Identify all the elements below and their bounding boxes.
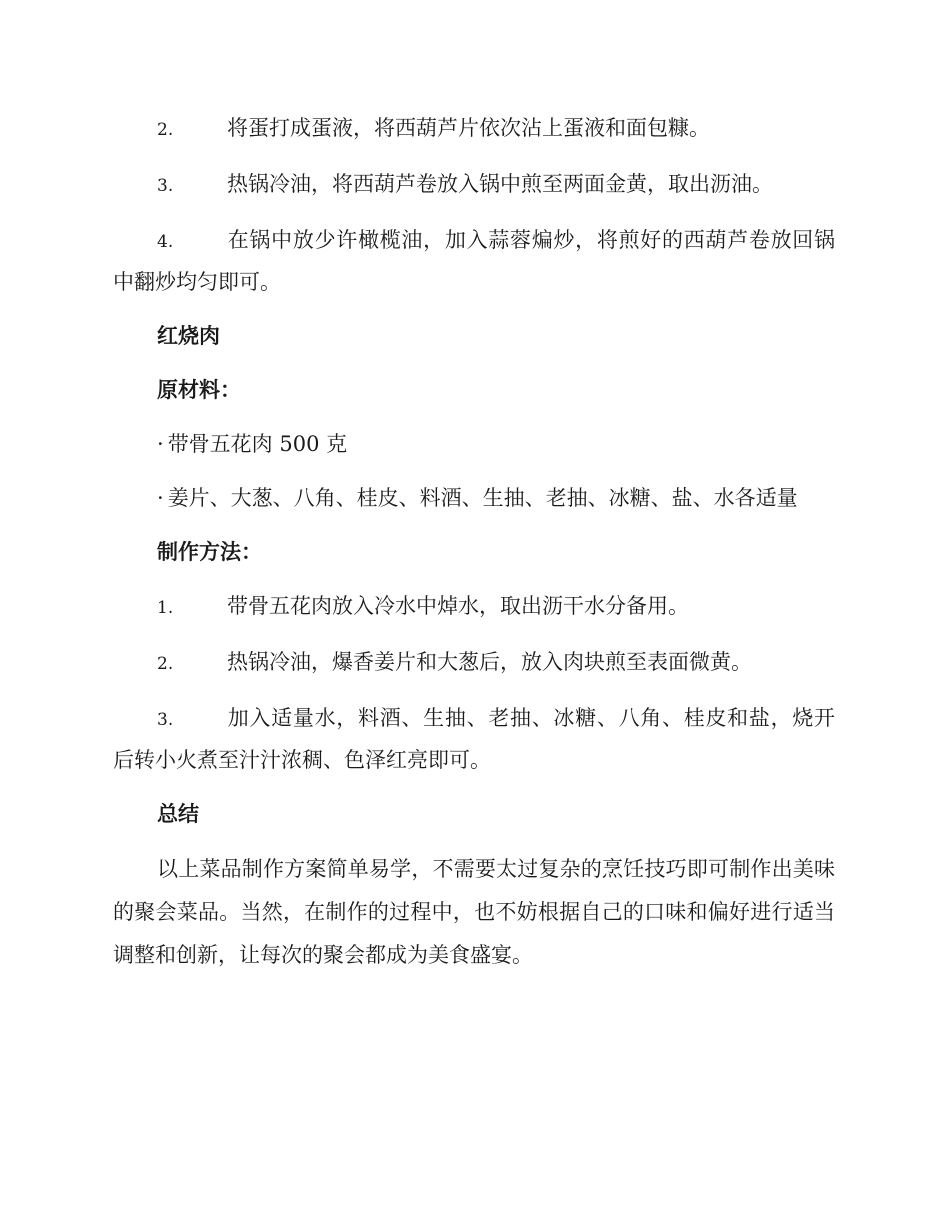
step-item: [113, 698, 835, 780]
bullet-dot: ·: [157, 432, 164, 456]
step-number: 2.: [157, 120, 174, 140]
dish-title: 红烧肉: [157, 324, 220, 348]
ingredients-heading: 原材料：: [157, 378, 241, 402]
step-text: 加入适量水，料酒、生抽、老抽、冰糖、八角、桂皮和盐，烧开后转小火煮至汁汁浓稠、色泽红亮即可。: [113, 706, 835, 772]
step-item: [113, 642, 835, 684]
step-text: 在锅中放少许橄榄油，加入蒜蓉煸炒，将煎好的西葫芦卷放回锅中翻炒均匀即可。: [113, 228, 835, 294]
summary-paragraph: 以上菜品制作方案简单易学，不需要太过复杂的烹饪技巧即可制作出美味的聚会菜品。当然，在制作的过程中，也不妨根据自己的口味和偏好进行适当调整和创新，让每次的聚会都成为美食盛宴。: [113, 857, 835, 967]
bullet-dot: ·: [157, 486, 164, 510]
step-item: [113, 164, 835, 206]
step-item: [113, 220, 835, 302]
ingredient-item: [113, 478, 835, 518]
ingredient-item: [113, 424, 835, 464]
document-body: [113, 108, 835, 977]
step-text: 热锅冷油，将西葫芦卷放入锅中煎至两面金黄，取出沥油。: [227, 172, 773, 196]
step-number: 2.: [157, 654, 174, 674]
step-number: 3.: [157, 176, 174, 196]
step-item: [113, 586, 835, 628]
step-number: 3.: [157, 710, 174, 730]
summary-heading: 总结: [157, 802, 199, 826]
ingredient-text: 带骨五花肉 500 克: [167, 432, 348, 456]
step-number: 4.: [157, 232, 174, 252]
step-text: 热锅冷油，爆香姜片和大葱后，放入肉块煎至表面微黄。: [227, 650, 752, 674]
step-number: 1.: [157, 598, 174, 618]
step-item: [113, 108, 835, 150]
step-text: 将蛋打成蛋液，将西葫芦片依次沾上蛋液和面包糠。: [227, 116, 710, 140]
ingredient-text: 姜片、大葱、八角、桂皮、料酒、生抽、老抽、冰糖、盐、水各适量: [167, 486, 798, 510]
step-text: 带骨五花肉放入冷水中焯水，取出沥干水分备用。: [227, 594, 689, 618]
method-heading: 制作方法：: [157, 540, 262, 564]
